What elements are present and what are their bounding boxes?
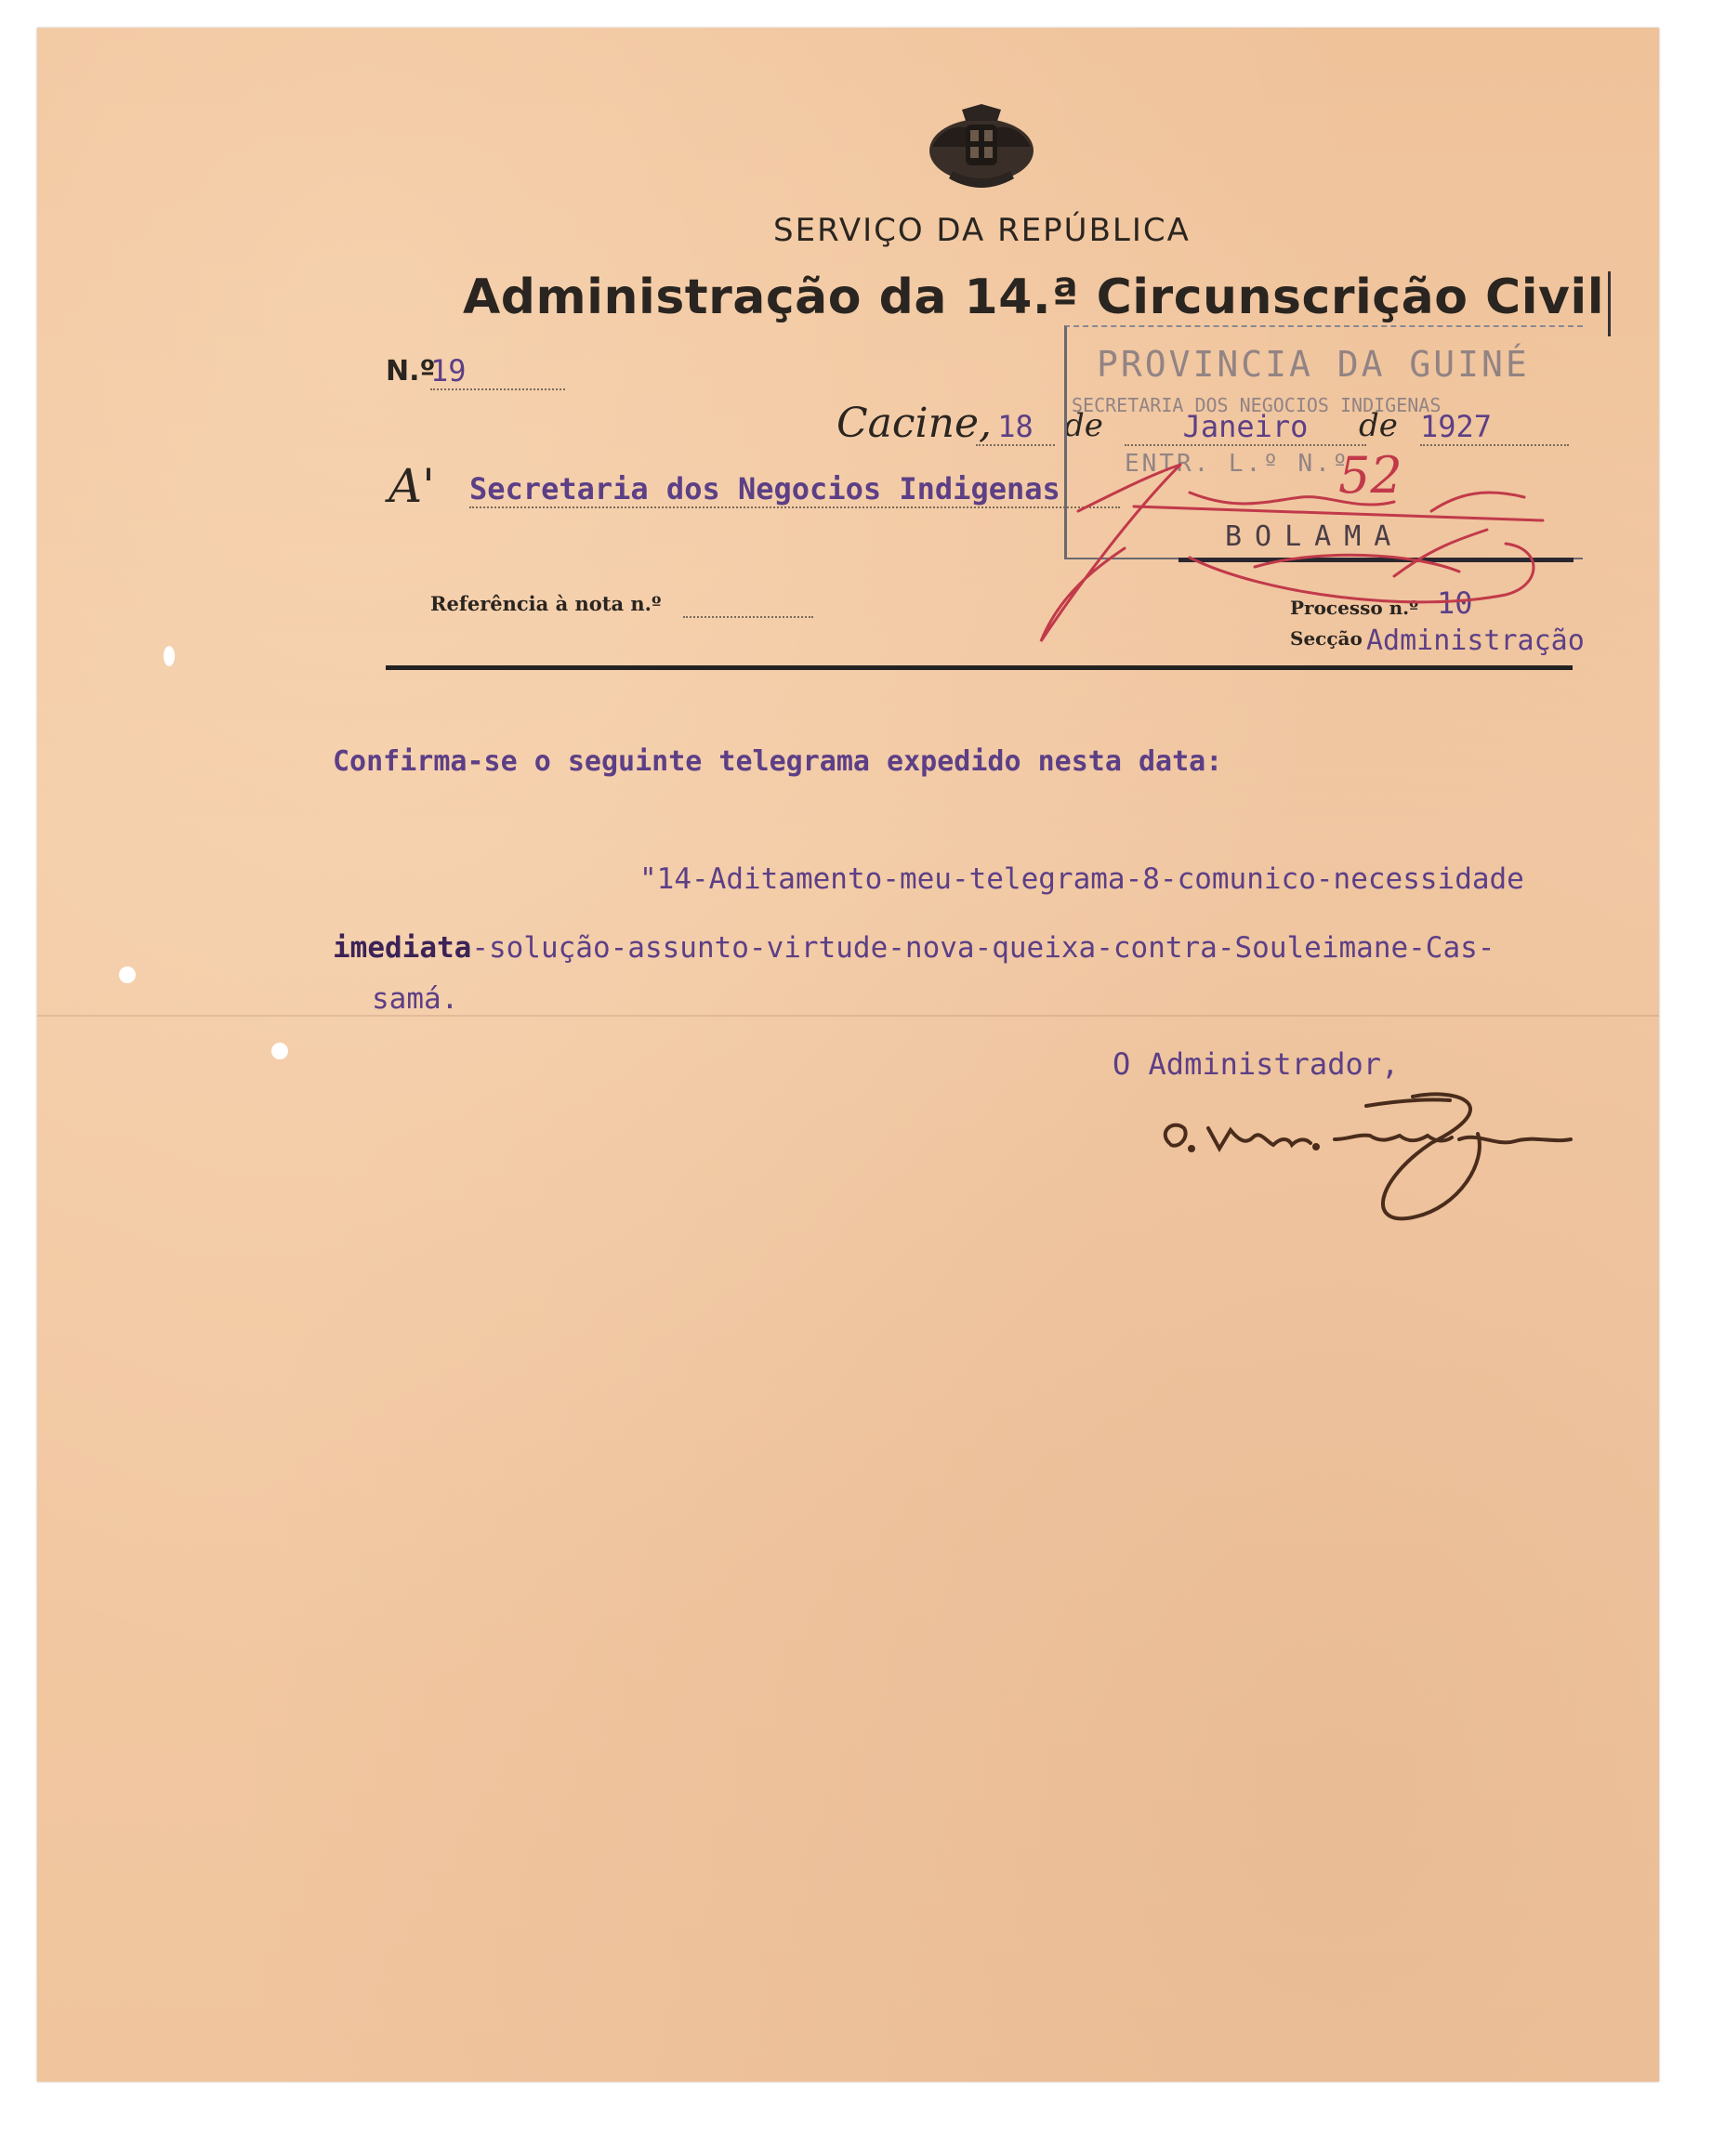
date-connector: de: [1359, 407, 1398, 444]
number-label: N.º: [386, 355, 436, 388]
place-name: Cacine,: [836, 400, 992, 447]
section-label: Secção: [1290, 627, 1363, 650]
punch-hole: [119, 966, 136, 983]
date-month: Janeiro: [1125, 409, 1366, 446]
margin-mark: [1608, 271, 1611, 336]
stamp-province: PROVINCIA DA GUINÉ: [1097, 344, 1530, 385]
salutation-prefix: A': [388, 459, 435, 513]
signature-icon: [1152, 1087, 1580, 1245]
service-heading: SERVIÇO DA REPÚBLICA: [773, 212, 1191, 249]
telegram-line: "14-Aditamento-meu-telegrama-8-comunico-necessidade: [639, 862, 1524, 896]
telegram-emphasis: imediata: [333, 931, 472, 965]
stamp-entry-number: 52: [1338, 446, 1402, 505]
process-value: 10: [1437, 585, 1473, 621]
number-value: 19: [430, 353, 565, 390]
red-ink-annotation-icon: [1022, 455, 1599, 655]
telegram-line-rest: -solução-assunto-virtude-nova-queixa-contra-Souleimane-Cas-: [471, 931, 1495, 965]
office-heading: Administração da 14.ª Circunscrição Civil: [463, 270, 1605, 325]
telegram-line: [333, 931, 1495, 965]
reference-label: Referência à nota n.º: [430, 592, 662, 615]
intro-text: Confirma-se o seguinte telegrama expedido nesta data:: [333, 745, 1223, 778]
header-divider: [386, 665, 1573, 670]
punch-hole: [164, 646, 175, 666]
coat-of-arms-icon: [925, 104, 1038, 193]
date-year: 1927: [1420, 409, 1569, 446]
punch-hole: [271, 1043, 288, 1059]
stamp-department: SECRETARIA DOS NEGOCIOS INDIGENAS: [1072, 394, 1442, 416]
process-label: Processo n.º: [1290, 597, 1419, 619]
stamp-entry-label: ENTR. L.º N.º: [1125, 450, 1350, 478]
paper-fold: [37, 1015, 1659, 1017]
date-connector: de: [1064, 407, 1103, 444]
telegram-line: samá.: [372, 982, 459, 1016]
reference-value: [683, 592, 813, 618]
closing-title: O Administrador,: [1113, 1046, 1400, 1082]
recipient: Secretaria dos Negocios Indigenas: [469, 471, 1120, 508]
date-day: 18: [976, 409, 1055, 446]
stamp-place: BOLAMA: [1225, 520, 1404, 553]
section-value: Administração: [1366, 624, 1585, 657]
